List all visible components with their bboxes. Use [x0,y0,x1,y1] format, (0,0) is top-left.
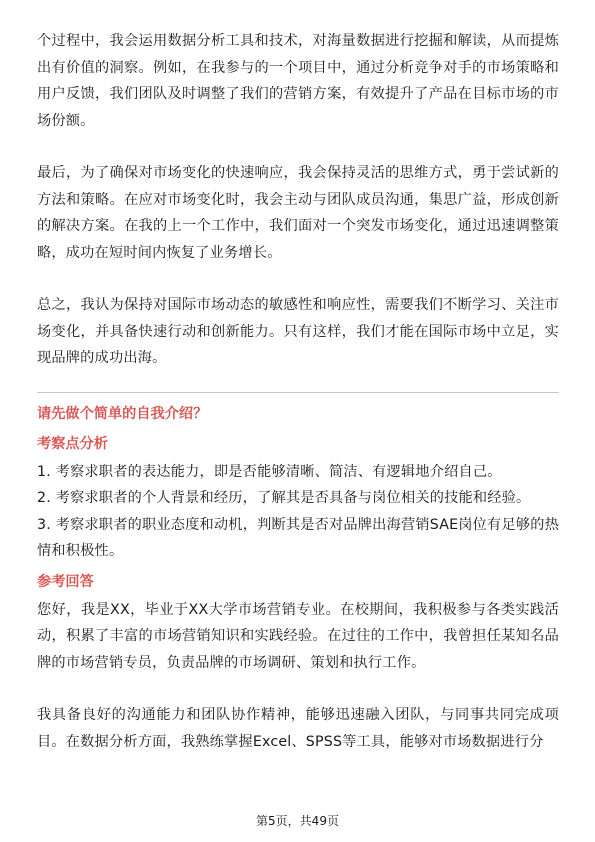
paragraph-gap [37,266,559,292]
answer-paragraph: 您好，我是XX，毕业于XX大学市场营销专业。在校期间，我积极参与各类实践活动，积累了丰富的市场营销知识和实践经验。在过往的工作中，我曾担任某知名品牌的市场营销专员，负责品牌的市场调研、策划和执行工作。 [37,601,559,671]
body-paragraph: 个过程中，我会运用数据分析工具和技术，对海量数据进行挖掘和解读，从而提炼出有价值的洞察。例如，在我参与的一个项目中，通过分析竞争对手的市场策略和用户反馈，我们团队及时调整了我们的营销方案，有效提升了产品在目标市场的市场份额。 [37,33,559,129]
paragraph-gap [37,676,559,702]
section-divider [37,392,559,393]
page-number: 第5页，共49页 [256,814,339,828]
analysis-heading: 考察点分析 [37,435,108,452]
question-title: 请先做个简单的自我介绍？ [37,405,208,422]
page-content [37,28,559,755]
analysis-item: 1. 考察求职者的表达能力，即是否能够清晰、简洁、有逻辑地介绍自己。 [37,463,502,480]
body-paragraph: 最后，为了确保对市场变化的快速响应，我会保持灵活的思维方式，勇于尝试新的方法和策略。在应对市场变化时，我会主动与团队成员沟通，集思广益，形成创新的解决方案。在我的上一个工作中，我们面对一个突发市场变化，通过迅速调整策略，成功在短时间内恢复了业务增长。 [37,165,559,261]
analysis-item: 2. 考察求职者的个人背景和经历，了解其是否具备与岗位相关的技能和经验。 [37,490,531,506]
paragraph-gap [37,134,559,160]
answer-heading: 参考回答 [37,573,94,590]
analysis-item: 3. 考察求职者的职业态度和动机，判断其是否对品牌出海营销SAE岗位有足够的热情和积极性。 [37,516,559,559]
body-paragraph: 总之，我认为保持对国际市场动态的敏感性和响应性，需要我们不断学习、关注市场变化，并具备快速行动和创新能力。只有这样，我们才能在国际市场中立足，实现品牌的成功出海。 [37,297,559,366]
answer-paragraph: 我具备良好的沟通能力和团队协作精神，能够迅速融入团队，与同事共同完成项目。在数据分析方面，我熟练掌握Excel、SPSS等工具，能够对市场数据进行分 [37,707,559,750]
